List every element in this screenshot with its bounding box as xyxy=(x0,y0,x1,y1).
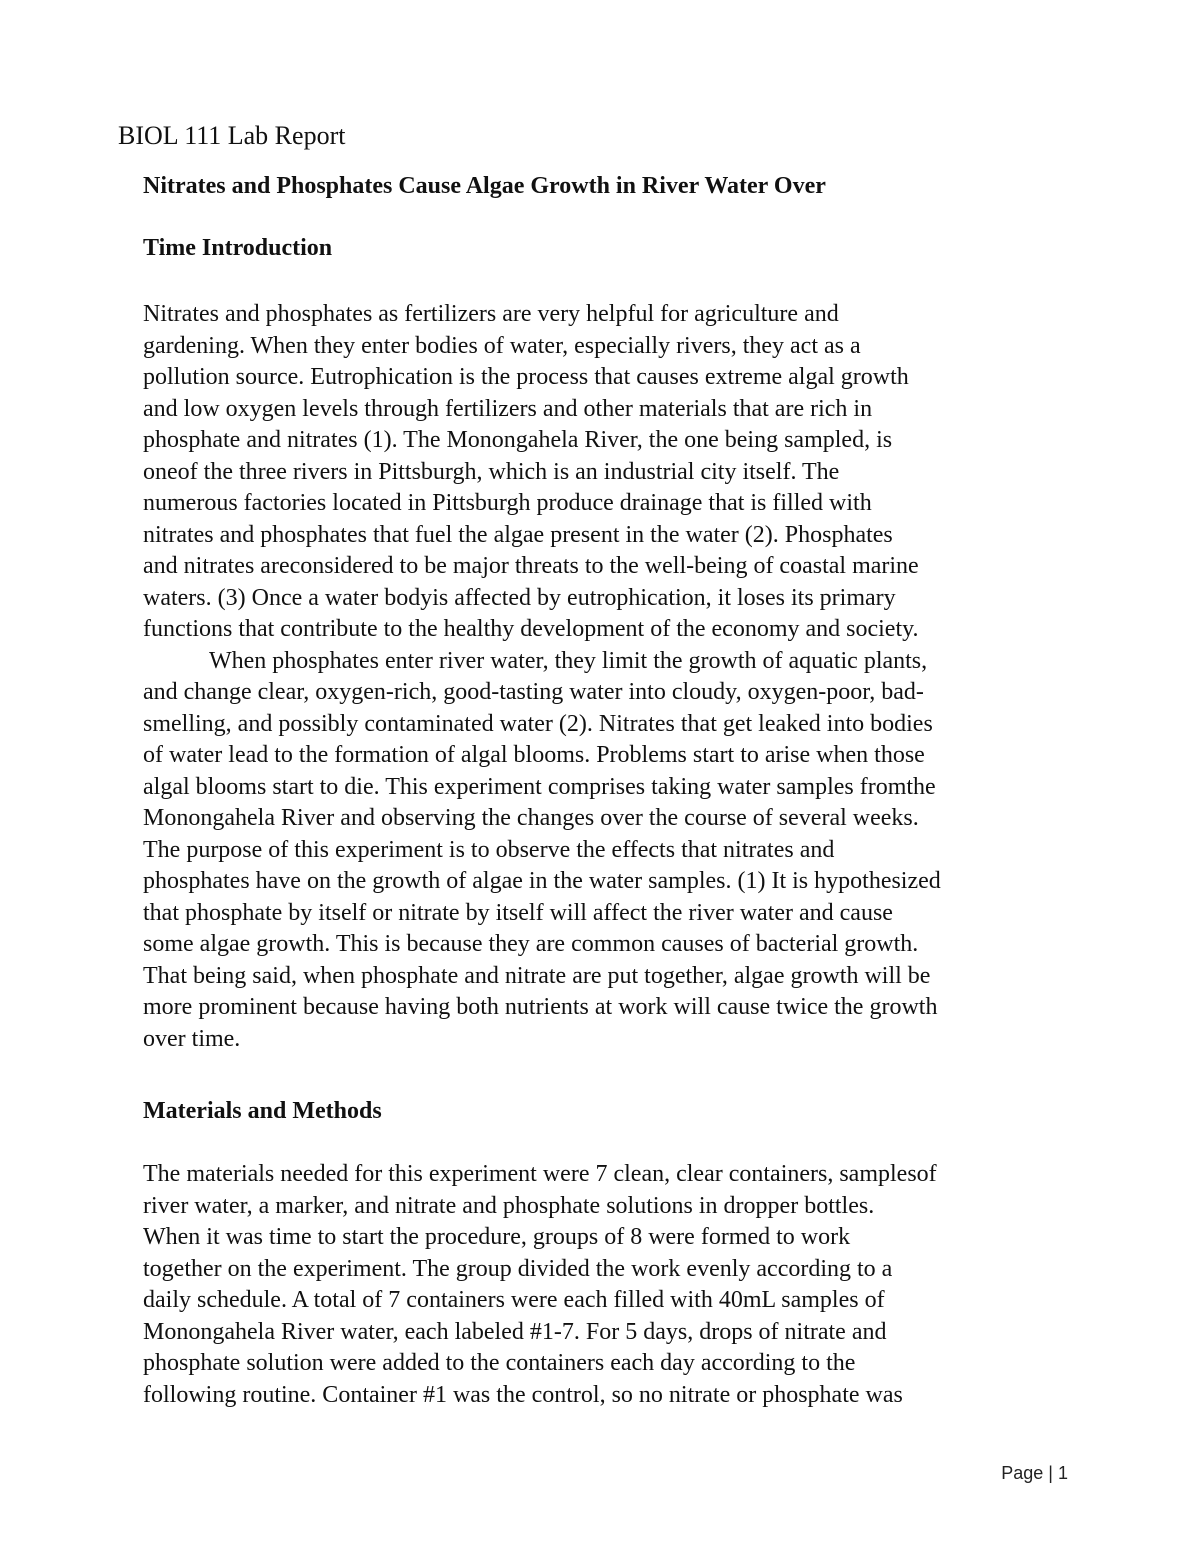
paragraph-line: that phosphate by itself or nitrate by itself will affect the river water and cause xyxy=(143,899,893,926)
page-number: Page | 1 xyxy=(1001,1463,1068,1483)
paragraph-line: some algae growth. This is because they are common causes of bacterial growth. xyxy=(143,931,919,957)
title-line-2-start: Time xyxy=(143,235,196,261)
title-line-2 xyxy=(143,230,1083,266)
paragraph-line: nitrates and phosphates that fuel the algae present in the water (2). Phosphates xyxy=(143,521,893,548)
methods-paragraph xyxy=(143,1159,1083,1411)
introduction-heading: Introduction xyxy=(201,235,333,261)
course-title: BIOL 111 Lab Report xyxy=(118,121,346,150)
paragraph-line: together on the experiment. The group divided the work evenly according to a xyxy=(143,1255,893,1282)
document-title xyxy=(143,168,1083,266)
intro-paragraph-1 xyxy=(143,299,1083,646)
paragraph-line: When it was time to start the procedure, groups of 8 were formed to work xyxy=(143,1224,851,1250)
paragraph-line: oneof the three rivers in Pittsburgh, which is an industrial city itself. The xyxy=(143,458,840,485)
document-body xyxy=(143,168,1083,1411)
paragraph-line: Nitrates and phosphates as fertilizers are very helpful for agriculture and xyxy=(143,301,839,327)
paragraph-line: When phosphates enter river water, they limit the growth of aquatic plants, xyxy=(209,647,928,674)
paragraph-line: over time. xyxy=(143,1025,241,1052)
paragraph-line: of water lead to the formation of algal blooms. Problems start to arise when those xyxy=(143,742,925,768)
paragraph-line: and nitrates areconsidered to be major threats to the well-being of coastal marine xyxy=(143,553,919,579)
paragraph-line: numerous factories located in Pittsburgh produce drainage that is filled with xyxy=(143,490,872,516)
paragraph-line: gardening. When they enter bodies of water, especially rivers, they act as a xyxy=(143,332,861,359)
paragraph-line: That being said, when phosphate and nitrate are put together, algae growth will be xyxy=(143,962,931,989)
paragraph-line: pollution source. Eutrophication is the process that causes extreme algal growth xyxy=(143,364,909,390)
intro-paragraph-2 xyxy=(143,646,1083,1056)
paragraph-line: Monongahela River and observing the changes over the course of several weeks. xyxy=(143,805,919,831)
paragraph-line: phosphate and nitrates (1). The Monongahela River, the one being sampled, is xyxy=(143,427,893,453)
paragraph-line: functions that contribute to the healthy development of the economy and society. xyxy=(143,616,919,642)
title-line-1: Nitrates and Phosphates Cause Algae Growth in River Water Over xyxy=(143,173,826,199)
paragraph-line: algal blooms start to die. This experiment comprises taking water samples fromthe xyxy=(143,773,936,800)
paragraph-line: phosphates have on the growth of algae in the water samples. (1) It is hypothesized xyxy=(143,868,941,894)
paragraph-line: and change clear, oxygen-rich, good-tasting water into cloudy, oxygen-poor, bad- xyxy=(143,679,924,705)
paragraph-line: and low oxygen levels through fertilizers and other materials that are rich in xyxy=(143,395,873,422)
paragraph-line: more prominent because having both nutrients at work will cause twice the growth xyxy=(143,994,938,1020)
paragraph-line: following routine. Container #1 was the control, so no nitrate or phosphate was xyxy=(143,1381,903,1408)
paragraph-line: waters. (3) Once a water bodyis affected by eutrophication, it loses its primary xyxy=(143,584,896,611)
paragraph-line: The materials needed for this experiment were 7 clean, clear containers, samplesof xyxy=(143,1161,937,1187)
paragraph-line: daily schedule. A total of 7 containers were each filled with 40mL samples of xyxy=(143,1287,885,1313)
paragraph-line: river water, a marker, and nitrate and phosphate solutions in dropper bottles. xyxy=(143,1192,875,1219)
paragraph-line: smelling, and possibly contaminated water (2). Nitrates that get leaked into bodies xyxy=(143,710,933,737)
paragraph-line: The purpose of this experiment is to observe the effects that nitrates and xyxy=(143,836,835,863)
paragraph-line: phosphate solution were added to the containers each day according to the xyxy=(143,1350,856,1376)
paragraph-line: Monongahela River water, each labeled #1-7. For 5 days, drops of nitrate and xyxy=(143,1318,887,1345)
materials-and-methods-heading: Materials and Methods xyxy=(143,1098,382,1124)
